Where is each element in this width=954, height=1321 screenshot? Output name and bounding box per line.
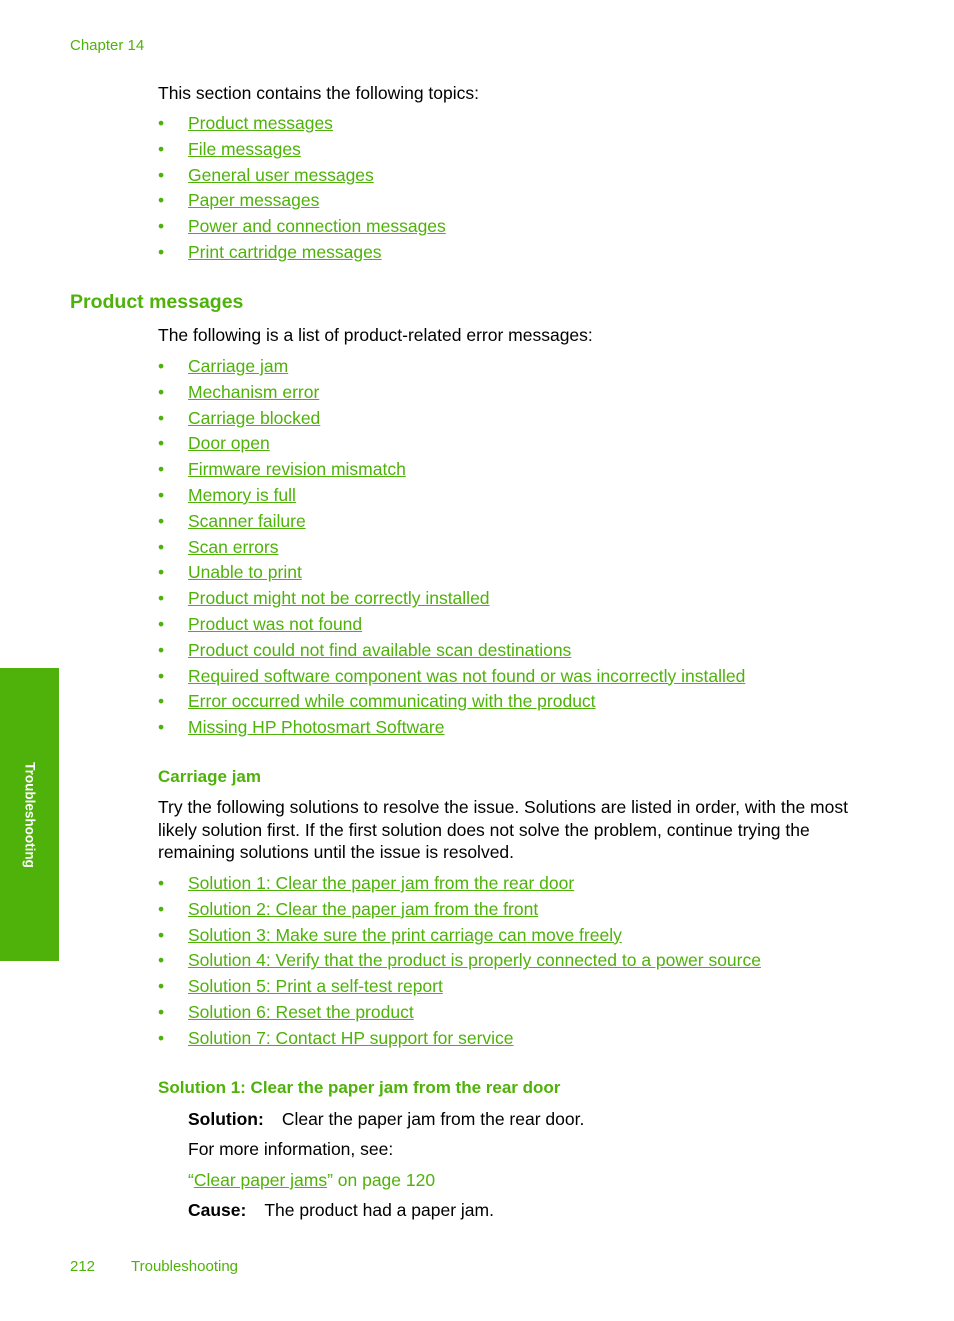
carriage-jam-heading: Carriage jam bbox=[158, 767, 261, 786]
bullet-icon: • bbox=[158, 873, 165, 893]
carriage-jam-paragraph-line: Try the following solutions to resolve the issue. Solutions are listed in order, with the most bbox=[158, 797, 848, 817]
topic-link[interactable]: General user messages bbox=[188, 164, 374, 185]
topic-link[interactable]: Solution 5: Print a self-test report bbox=[188, 976, 443, 997]
bullet-icon: • bbox=[158, 950, 165, 971]
more-info-text: For more information, see: bbox=[188, 1139, 394, 1159]
bullet-icon: • bbox=[158, 562, 165, 583]
bullet-icon: • bbox=[158, 484, 165, 505]
topic-link[interactable]: Product was not found bbox=[188, 613, 363, 634]
clear-paper-jams-link[interactable]: Clear paper jams bbox=[193, 1170, 328, 1190]
bullet-icon: • bbox=[158, 536, 165, 557]
topic-link[interactable]: Solution 4: Verify that the product is properly connected to a power source bbox=[188, 950, 761, 971]
topic-link[interactable]: Error occurred while communicating with the product bbox=[188, 691, 596, 712]
topic-link[interactable]: Scanner failure bbox=[188, 510, 306, 531]
bullet-icon: • bbox=[158, 691, 165, 712]
side-tab bbox=[0, 668, 59, 961]
solution1-solution bbox=[188, 1108, 584, 1131]
carriage-jam-paragraph-line: remaining solutions until the issue is resolved. bbox=[158, 842, 515, 863]
bullet-icon: • bbox=[158, 381, 165, 402]
ref-open-quote: “ bbox=[188, 1170, 194, 1190]
ref-suffix: ” on page 120 bbox=[327, 1170, 436, 1190]
solution-text: Clear the paper jam from the rear door. bbox=[281, 1109, 585, 1129]
topic-link[interactable]: Solution 3: Make sure the print carriage can move freely bbox=[188, 924, 622, 945]
cause-text: The product had a paper jam. bbox=[264, 1200, 494, 1220]
bullet-icon: • bbox=[158, 138, 165, 159]
product-messages-heading: Product messages bbox=[70, 291, 244, 313]
page-number: 212 bbox=[70, 1258, 96, 1275]
bullet-icon: • bbox=[158, 459, 165, 480]
bullet-icon: • bbox=[158, 1001, 165, 1022]
bullet-icon: • bbox=[158, 433, 165, 454]
topic-link[interactable]: Missing HP Photosmart Software bbox=[188, 717, 445, 738]
cross-reference bbox=[188, 1169, 435, 1192]
bullet-icon: • bbox=[158, 639, 165, 660]
carriage-jam-paragraph bbox=[158, 796, 878, 864]
bullet-icon: • bbox=[158, 665, 165, 686]
bullet-icon: • bbox=[158, 924, 165, 945]
product-messages-intro: The following is a list of product-related error messages: bbox=[158, 325, 593, 345]
bullet-icon: • bbox=[158, 356, 165, 376]
cause-label: Cause: bbox=[188, 1200, 247, 1220]
bullet-icon: • bbox=[158, 407, 165, 428]
intro-text: This section contains the following topics: bbox=[158, 83, 479, 103]
topic-link[interactable]: Solution 1: Clear the paper jam from the rear door bbox=[188, 873, 575, 893]
bullet-icon: • bbox=[158, 1027, 165, 1048]
topic-link[interactable]: Print cartridge messages bbox=[188, 241, 382, 262]
bullet-icon: • bbox=[158, 241, 165, 262]
topic-link[interactable]: Memory is full bbox=[188, 484, 296, 505]
topic-link[interactable]: Unable to print bbox=[188, 562, 302, 583]
topic-link[interactable]: Mechanism error bbox=[188, 381, 320, 402]
topic-link[interactable]: Paper messages bbox=[188, 190, 320, 211]
footer-section: Troubleshooting bbox=[131, 1258, 239, 1275]
bullet-icon: • bbox=[158, 216, 165, 237]
topic-link[interactable]: Product messages bbox=[188, 113, 333, 133]
bullet-icon: • bbox=[158, 717, 165, 738]
topic-link[interactable]: Solution 2: Clear the paper jam from the front bbox=[188, 898, 539, 919]
topic-link[interactable]: Firmware revision mismatch bbox=[188, 459, 406, 480]
bullet-icon: • bbox=[158, 588, 165, 609]
solution1-heading: Solution 1: Clear the paper jam from the rear door bbox=[158, 1078, 561, 1097]
bullet-icon: • bbox=[158, 898, 165, 919]
topic-link[interactable]: Door open bbox=[188, 433, 270, 454]
solution-label: Solution: bbox=[188, 1109, 264, 1129]
solution1-cause bbox=[188, 1199, 494, 1222]
topic-link[interactable]: Required software component was not found or was incorrectly installed bbox=[188, 665, 746, 686]
topic-link[interactable]: Carriage jam bbox=[188, 356, 289, 376]
topic-link[interactable]: Solution 6: Reset the product bbox=[188, 1001, 414, 1022]
topic-link[interactable]: Product might not be correctly installed bbox=[188, 588, 490, 609]
topic-link[interactable]: Scan errors bbox=[188, 536, 279, 557]
side-tab-label: Troubleshooting bbox=[22, 761, 37, 868]
bullet-icon: • bbox=[158, 976, 165, 997]
bullet-icon: • bbox=[158, 164, 165, 185]
bullet-icon: • bbox=[158, 113, 165, 133]
topic-link[interactable]: Power and connection messages bbox=[188, 216, 446, 237]
bullet-icon: • bbox=[158, 510, 165, 531]
bullet-icon: • bbox=[158, 613, 165, 634]
topic-link[interactable]: Solution 7: Contact HP support for service bbox=[188, 1027, 514, 1048]
topic-link[interactable]: File messages bbox=[188, 138, 301, 159]
chapter-label: Chapter 14 bbox=[70, 37, 145, 54]
topic-link[interactable]: Carriage blocked bbox=[188, 407, 321, 428]
topic-link[interactable]: Product could not find available scan destinations bbox=[188, 639, 572, 660]
bullet-icon: • bbox=[158, 190, 165, 211]
carriage-jam-paragraph-line: likely solution first. If the first solution does not solve the problem, continue trying the bbox=[158, 819, 810, 840]
